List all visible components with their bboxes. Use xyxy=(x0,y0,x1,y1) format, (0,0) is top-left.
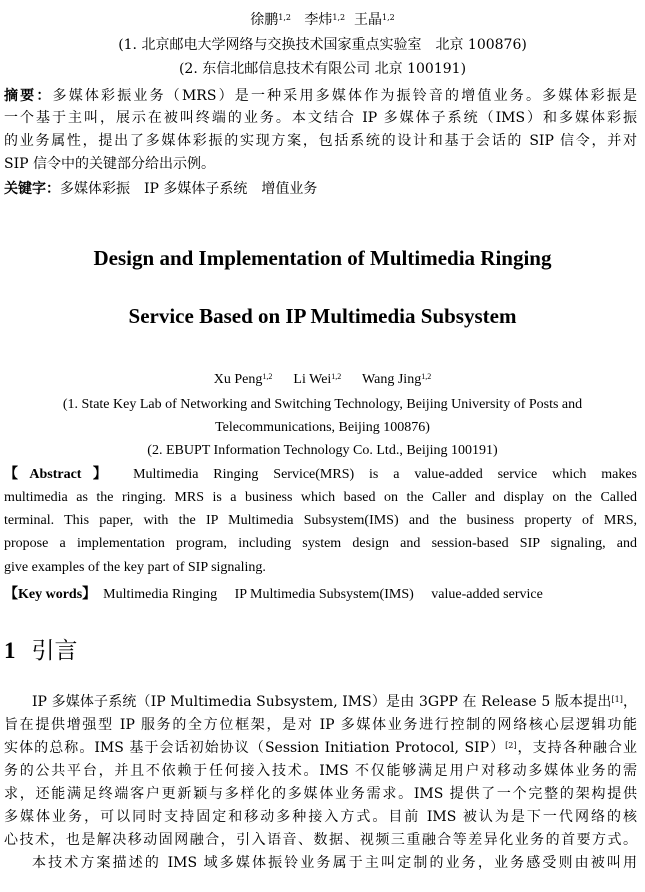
en-author-1: Xu Peng xyxy=(213,372,263,387)
cn-abstract-line-4: SIP 信令中的关键部分给出示例。 xyxy=(4,156,215,172)
cn-author-3-aff: 1,2 xyxy=(382,13,395,22)
en-abstract-text-1: Multimedia Ringing Service(MRS) is a value-added service which makes xyxy=(133,467,637,482)
body-p1-line-1-text: IP 多媒体子系统（IP Multimedia Subsystem, IMS）是由 3GPP 在 Release 5 版本提出 xyxy=(32,694,612,710)
cn-affiliation-2: (2. 东信北邮信息技术有限公司 北京 100191) xyxy=(178,61,467,77)
section-1-number: 1 xyxy=(4,638,16,663)
body-p1-line-6: 多媒体业务，可以同时支持固定和移动多种接入方式。目前 IMS 被认为是下一代网络的核 xyxy=(4,809,637,825)
cn-keywords-label: 关键字： xyxy=(4,181,60,197)
en-abstract-line-5: give examples of the key part of SIP signaling. xyxy=(4,560,266,575)
en-keywords-label: 【Key words】 xyxy=(4,587,97,602)
en-author-3: Wang Jing xyxy=(362,372,422,387)
cn-abstract-text-1: 多媒体彩振业务（MRS）是一种采用多媒体作为振铃音的增值业务。多媒体彩振是 xyxy=(52,88,637,104)
cn-abstract-line-3: 的业务属性，提出了多媒体彩振的实现方案，包括系统的设计和基于会话的 SIP 信令，并对 xyxy=(4,133,637,149)
body-p1-line-2: 旨在提供增强型 IP 服务的全方位框架，是对 IP 多媒体业务进行控制的网络核心层逻辑功能 xyxy=(4,717,637,733)
body-p1-line-1 xyxy=(4,691,637,713)
en-abstract-line-3: terminal. This paper, with the IP Multimedia Subsystem(IMS) and the business property of MRS, xyxy=(4,513,637,528)
cn-keywords-text: 多媒体彩振 IP 多媒体子系统 增值业务 xyxy=(60,181,318,197)
body-p1-line-1-tail: ， xyxy=(622,694,637,710)
citation-1: [1] xyxy=(611,695,623,704)
cn-author-1: 徐鹏 xyxy=(250,12,279,28)
body-p1-line-3-tail: ，支持各种融合业 xyxy=(516,740,637,756)
en-abstract-line-4: propose a implementation program, including system design and session-based SIP signaling, and xyxy=(4,536,637,551)
body-p1-line-4: 务的公共平台，并且不依赖于任何接入技术。IMS 不仅能够满足用户对移动多媒体业务的需 xyxy=(4,763,637,779)
section-1-heading xyxy=(4,636,645,666)
en-affiliation-1-line-1: (1. State Key Lab of Networking and Switching Technology, Beijing University of Posts and xyxy=(62,397,583,412)
cn-author-2: 李炜 xyxy=(304,12,333,28)
en-author-1-aff: 1,2 xyxy=(262,372,273,381)
en-author-3-aff: 1,2 xyxy=(421,372,432,381)
body-p1-line-3 xyxy=(4,737,637,759)
body-p1-line-3-text: 实体的总称。IMS 基于会话初始协议（Session Initiation Protocol, SIP） xyxy=(4,740,506,756)
cn-author-3: 王晶 xyxy=(354,12,382,28)
en-keywords-text: Multimedia Ringing IP Multimedia Subsystem(IMS) value-added service xyxy=(103,587,543,602)
body-p1-line-5: 求，还能满足终端客户更新颖与多样化的多媒体业务需求。IMS 提供了一个完整的架构提供 xyxy=(4,786,637,802)
cn-affiliation-1: (1. 北京邮电大学网络与交换技术国家重点实验室 北京 100876) xyxy=(118,37,527,53)
citation-2: [2] xyxy=(505,741,517,750)
en-title-line-2: Service Based on IP Multimedia Subsystem xyxy=(128,304,517,328)
en-abstract-label: 【Abstract】 xyxy=(4,467,119,482)
cn-author-1-aff: 1,2 xyxy=(278,13,291,22)
en-abstract-line-2: multimedia as the ringing. MRS is a business which based on the Caller and display on the Called xyxy=(4,490,637,505)
en-keywords xyxy=(4,584,637,606)
en-abstract-line-1 xyxy=(4,464,637,486)
cn-abstract-line-2: 一个基于主叫，展示在被叫终端的业务。本文结合 IP 多媒体子系统（IMS）和多媒体彩振 xyxy=(4,110,637,126)
en-authors xyxy=(0,369,645,391)
cn-abstract-label: 摘要： xyxy=(4,88,53,104)
en-author-2-aff: 1,2 xyxy=(331,372,342,381)
en-affiliation-2: (2. EBUPT Information Technology Co. Ltd., Beijing 100191) xyxy=(147,443,498,458)
cn-abstract-line-1 xyxy=(4,85,637,107)
body-p1-line-7: 心技术，也是解决移动固网融合，引入语音、数据、视频三重融合等差异化业务的首要方式。 xyxy=(4,832,637,848)
en-title-line-1: Design and Implementation of Multimedia Ringing xyxy=(93,246,552,270)
en-author-2: Li Wei xyxy=(293,372,332,387)
cn-keywords xyxy=(4,178,637,200)
body-p2-line-1: 本技术方案描述的 IMS 域多媒体振铃业务属于主叫定制的业务，业务感受则由被叫用 xyxy=(32,855,637,871)
cn-authors xyxy=(0,9,645,31)
en-affiliation-1-line-2: Telecommunications, Beijing 100876) xyxy=(215,420,430,435)
cn-author-2-aff: 1,2 xyxy=(332,13,346,22)
section-1-title: 引言 xyxy=(31,638,78,664)
